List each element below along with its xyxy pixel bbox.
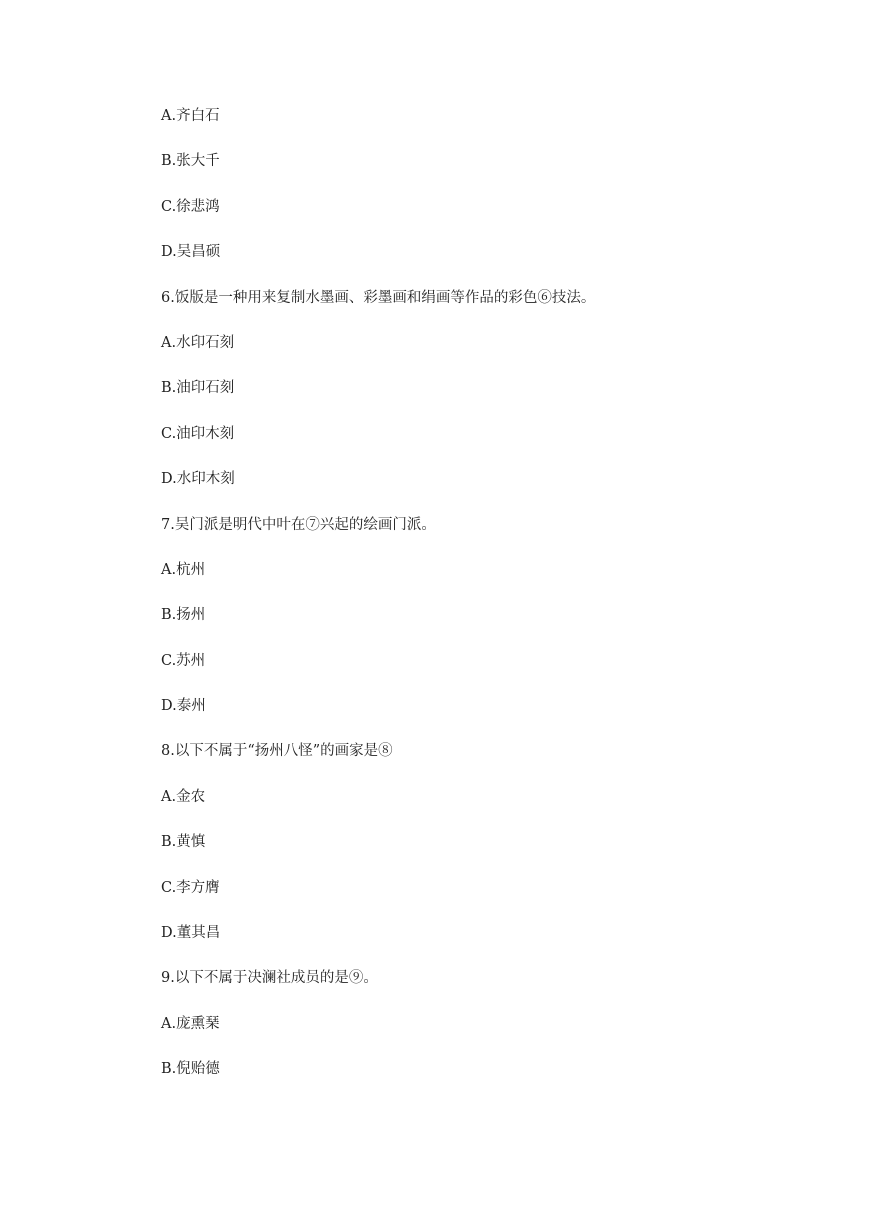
question-8: 8.以下不属于“扬州八怪”的画家是⑧ (161, 743, 393, 760)
option-d-q5: D.吴昌硕 (161, 244, 221, 261)
question-7: 7.吴门派是明代中叶在⑦兴起的绘画门派。 (161, 516, 436, 533)
option-a-q7: A.杭州 (161, 561, 206, 578)
option-d-q7: D.泰州 (161, 698, 206, 715)
document-page (161, 103, 821, 1102)
option-a-q5: A.齐白石 (161, 108, 220, 124)
option-d-q6: D.水印木刻 (161, 471, 235, 488)
option-c-q7: C.苏州 (161, 652, 206, 669)
option-c-q6: C.油印木刻 (161, 425, 235, 442)
option-b-q7: B.扬州 (161, 607, 206, 624)
option-a-q8: A.金农 (161, 788, 206, 805)
option-d-q8: D.董其昌 (161, 925, 221, 942)
question-6: 6.饭版是一种用来复制水墨画、彩墨画和绢画等作品的彩色⑥技法。 (161, 289, 596, 306)
option-b-q5: B.张大千 (161, 153, 220, 170)
option-b-q8: B.黄慎 (161, 834, 206, 851)
option-c-q5: C.徐悲鸿 (161, 198, 220, 215)
option-a-q6: A.水印石刻 (161, 334, 235, 351)
option-c-q8: C.李方膺 (161, 879, 220, 896)
question-9: 9.以下不属于决澜社成员的是⑨。 (161, 970, 378, 987)
option-b-q9: B.倪贻德 (161, 1061, 220, 1078)
option-b-q6: B.油印石刻 (161, 380, 235, 397)
option-a-q9: A.庞熏琹 (161, 1015, 220, 1032)
